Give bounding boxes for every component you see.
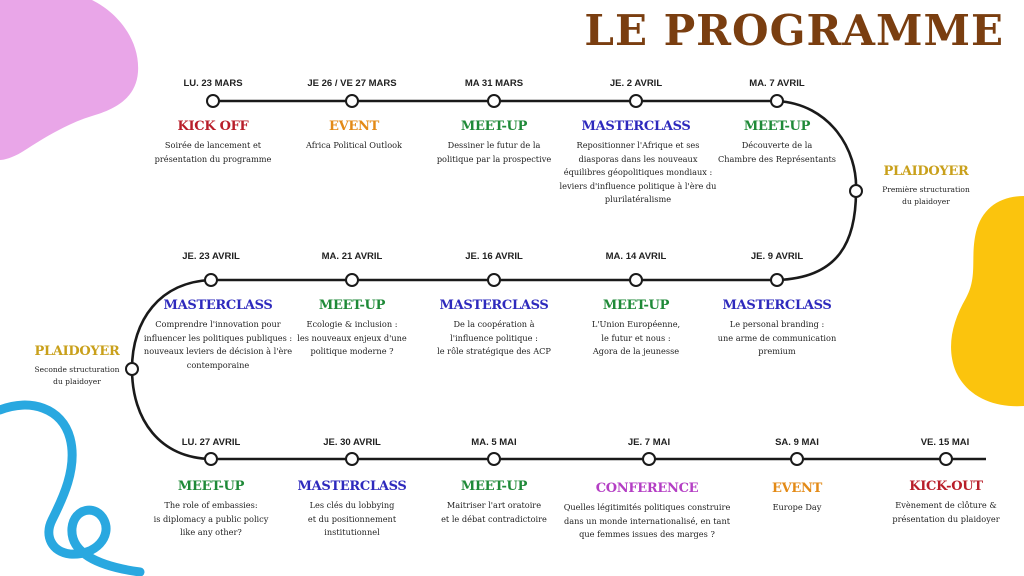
node bbox=[346, 274, 358, 286]
event-description: L'Union Européenne, le futur et nous : Agora de la jeunesse bbox=[591, 319, 681, 356]
event-description: The role of embassies: is diplomacy a public policy like any other? bbox=[153, 500, 269, 537]
node bbox=[488, 453, 500, 465]
event-type: MEET-UP bbox=[318, 298, 386, 313]
node bbox=[643, 453, 655, 465]
event-type: CONFERENCE bbox=[595, 481, 699, 496]
event-type: EVENT bbox=[772, 481, 822, 496]
event-type: MASTERCLASS bbox=[581, 119, 691, 134]
node bbox=[488, 274, 500, 286]
event-date: JE. 30 AVRIL bbox=[323, 437, 381, 448]
event-description: Dessiner le futur de la politique par la prospective bbox=[436, 140, 552, 164]
plaidoyer-label: PLAIDOYER bbox=[883, 164, 969, 179]
event-date: MA. 21 AVRIL bbox=[321, 251, 383, 262]
event-date: JE. 2 AVRIL bbox=[609, 78, 663, 89]
node bbox=[940, 453, 952, 465]
event-date: JE. 9 AVRIL bbox=[750, 251, 804, 262]
event-description: Soirée de lancement et présentation du programme bbox=[154, 140, 272, 164]
event-date: MA. 14 AVRIL bbox=[605, 251, 667, 262]
event-date: JE. 16 AVRIL bbox=[465, 251, 523, 262]
event-description: Evènement de clôture & présentation du plaidoyer bbox=[892, 500, 1000, 524]
node bbox=[488, 95, 500, 107]
event-description: Ecologie & inclusion : les nouveaux enjeux d'une politique moderne ? bbox=[297, 319, 407, 356]
event-description: Maitriser l'art oratoire et le débat contradictoire bbox=[441, 500, 547, 524]
event-type: MEET-UP bbox=[460, 119, 528, 134]
event-description: Europe Day bbox=[772, 502, 822, 512]
node bbox=[207, 95, 219, 107]
node bbox=[205, 274, 217, 286]
event-type: MEET-UP bbox=[177, 479, 245, 494]
event-date: LU. 27 AVRIL bbox=[181, 437, 241, 448]
event-date: SA. 9 MAI bbox=[775, 437, 819, 448]
plaidoyer-label: PLAIDOYER bbox=[34, 344, 120, 359]
event-date: LU. 23 MARS bbox=[183, 78, 243, 89]
event-type: MASTERCLASS bbox=[163, 298, 273, 313]
event-date: JE 26 / VE 27 MARS bbox=[307, 78, 397, 89]
yellow-blob bbox=[951, 196, 1024, 406]
event-type: MASTERCLASS bbox=[439, 298, 549, 313]
event-description: Le personal branding : une arme de communication premium bbox=[717, 319, 837, 356]
event-type: MEET-UP bbox=[602, 298, 670, 313]
event-description: De la coopération à l'influence politique : le rôle stratégique des ACP bbox=[437, 319, 551, 356]
event-date: MA 31 MARS bbox=[464, 78, 524, 89]
event-date: JE. 23 AVRIL bbox=[182, 251, 240, 262]
event-type: MEET-UP bbox=[743, 119, 811, 134]
event-description: Découverte de la Chambre des Représentants bbox=[718, 140, 836, 164]
node bbox=[630, 95, 642, 107]
event-type: MASTERCLASS bbox=[722, 298, 832, 313]
node bbox=[346, 95, 358, 107]
plaidoyer-description: Première structuration du plaidoyer bbox=[882, 185, 970, 206]
event-description: Comprendre l'innovation pour influencer les politiques publiques : nouveaux leviers de décision à l'ère contemporaine bbox=[143, 319, 293, 370]
node bbox=[771, 274, 783, 286]
event-type: MASTERCLASS bbox=[297, 479, 407, 494]
event-type: KICK-OUT bbox=[909, 479, 983, 494]
page-title: LE PROGRAMME bbox=[584, 6, 1004, 55]
node bbox=[205, 453, 217, 465]
event-description: Repositionner l'Afrique et ses diasporas dans les nouveaux équilibres géopolitiques mondiaux : leviers d'influence politique à l'ère du plurilatéralisme bbox=[559, 140, 717, 204]
event-type: MEET-UP bbox=[460, 479, 528, 494]
event-date: MA. 5 MAI bbox=[471, 437, 517, 448]
event-description: Quelles légitimités politiques construire dans un monde internationalisé, en tant que femmes issues des marges ? bbox=[563, 502, 731, 539]
node bbox=[346, 453, 358, 465]
event-date: MA. 7 AVRIL bbox=[749, 78, 805, 89]
event-description: Africa Political Outlook bbox=[305, 140, 403, 150]
event-type: KICK OFF bbox=[177, 119, 249, 134]
pink-blob bbox=[0, 0, 138, 160]
node bbox=[630, 274, 642, 286]
blue-swirl bbox=[0, 405, 140, 572]
event-type: EVENT bbox=[329, 119, 379, 134]
event-date: JE. 7 MAI bbox=[627, 437, 671, 448]
node bbox=[791, 453, 803, 465]
plaidoyer-description: Seconde structuration du plaidoyer bbox=[34, 365, 120, 386]
event-description: Les clés du lobbying et du positionnement institutionnel bbox=[307, 500, 397, 537]
event-date: VE. 15 MAI bbox=[920, 437, 970, 448]
node bbox=[771, 95, 783, 107]
